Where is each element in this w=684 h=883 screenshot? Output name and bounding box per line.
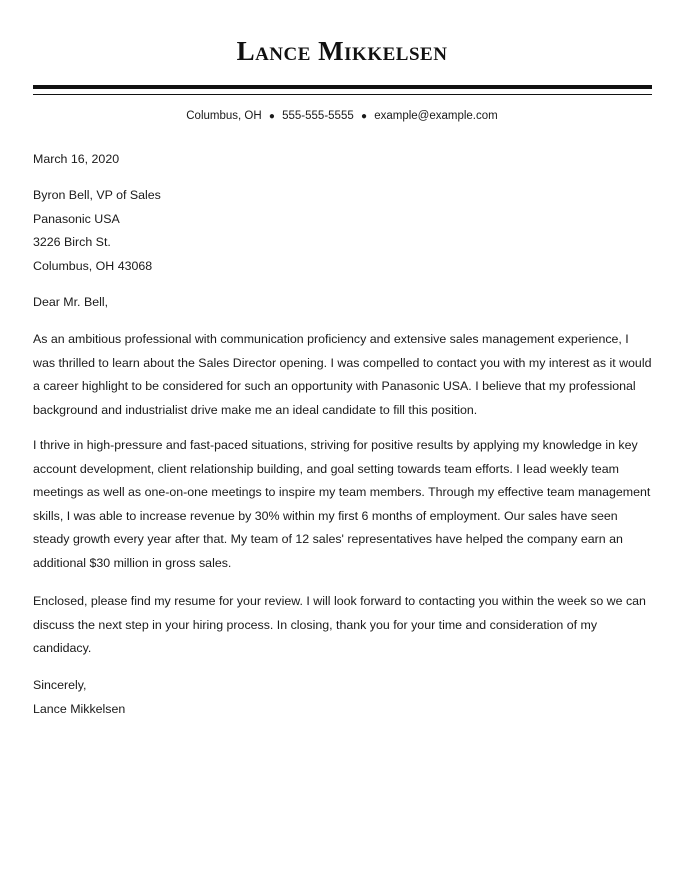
contact-phone: 555-555-5555 [282, 110, 354, 122]
contact-city: Columbus, OH [186, 110, 262, 122]
bullet-separator-icon: ● [360, 111, 367, 122]
recipient-street: 3226 Birch St. [33, 235, 111, 249]
bullet-separator-icon: ● [268, 111, 275, 122]
closing-block [33, 674, 653, 721]
contact-line [0, 108, 684, 125]
recipient-name-title: Byron Bell, VP of Sales [33, 188, 161, 202]
applicant-name-heading: Lance Mikkelsen [236, 36, 448, 66]
recipient-city-state-zip: Columbus, OH 43068 [33, 258, 153, 273]
recipient-company: Panasonic USA [33, 211, 120, 226]
salutation: Dear Mr. Bell, [33, 295, 109, 309]
body-paragraph-2: I thrive in high-pressure and fast-paced situations, striving for positive results by applying my knowledge in key account development, client relationship building, and goal setting towards team efforts. I lead weekly team meetings as well as one-on-one meetings to inspire my team members. Through my effective team management skills, I was able to increase revenue by 30% within my first 6 months of employment. Our sales have seen steady growth every year after that. My team of 12 sales' representatives have helped the company earn an additional $30 million in gross sales. [33, 438, 651, 570]
body-paragraph-3: Enclosed, please find my resume for your review. I will look forward to contacting you within the week so we can discuss the next step in your hiring process. In closing, thank you for your time and consideration of my candidacy. [33, 594, 646, 655]
closing-phrase: Sincerely, [33, 678, 87, 692]
body-paragraph-1: As an ambitious professional with communication proficiency and extensive sales management experience, I was thrilled to learn about the Sales Director opening. I was compelled to contact you with my interest as it would a career highlight to be considered for such an opportunity with Panasonic USA. I believe that my professional background and industrialist drive make me an ideal candidate to fill this position. [33, 332, 652, 417]
letter-date: March 16, 2020 [33, 152, 120, 166]
contact-email: example@example.com [374, 110, 498, 122]
header-divider-thin [33, 94, 652, 95]
header-divider-thick [33, 85, 652, 89]
signature-name: Lance Mikkelsen [33, 701, 126, 716]
recipient-address [33, 184, 653, 278]
